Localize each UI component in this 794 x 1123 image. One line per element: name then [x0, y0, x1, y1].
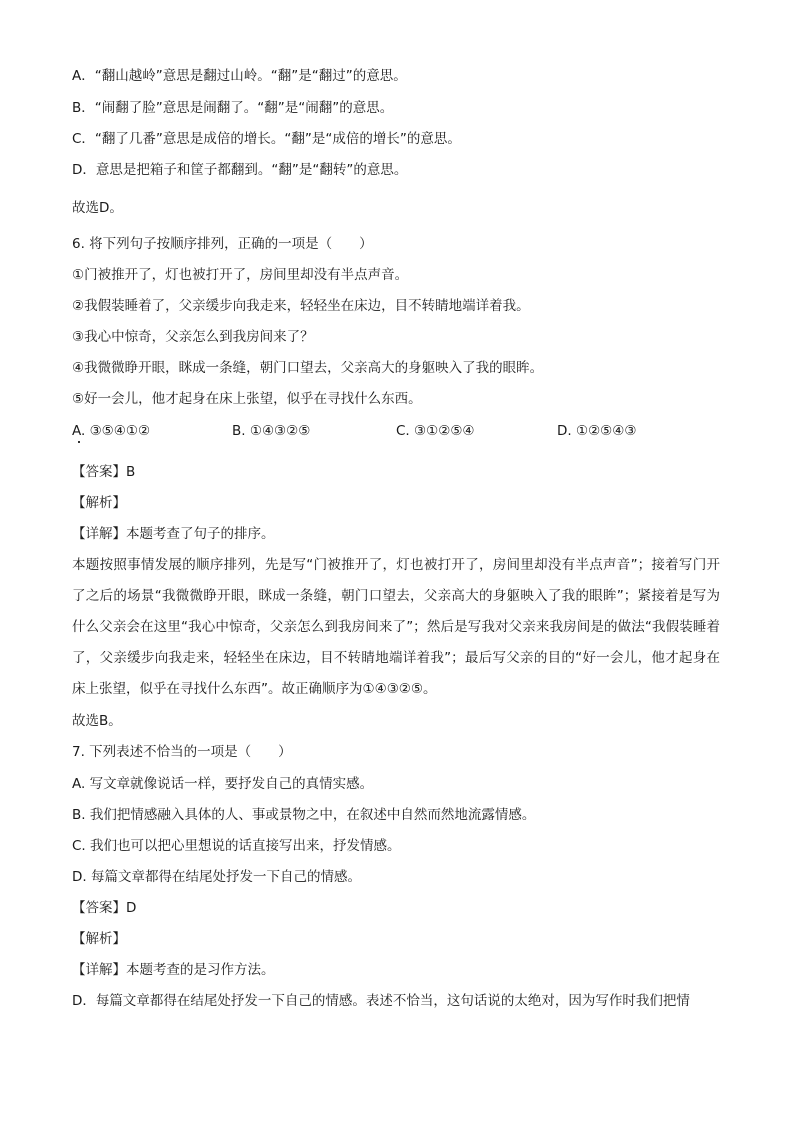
q5-option-d: D．意思是把箱子和筐子都翻到。“翻”是“翻转”的意思。 [72, 162, 408, 178]
q6-option-b: B. ①④③②⑤ [232, 423, 311, 439]
q5-option-b: B．“闹翻了脸”意思是闹翻了。“翻”是“闹翻”的意思。 [72, 100, 394, 116]
q7-stem: 7. 下列表述不恰当的一项是（ ） [72, 744, 292, 760]
q7-answer: 【答案】D [72, 900, 137, 916]
q5-conclusion: 故选D。 [72, 200, 123, 216]
q6-option-d: D. ①②⑤④③ [557, 423, 637, 439]
q6-stem: 6. 将下列句子按顺序排列，正确的一项是（ ） [72, 236, 373, 252]
q7-explanation-start: D．每篇文章都得在结尾处抒发一下自己的情感。表述不恰当，这句话说的太绝对，因为写作时我们把情 [72, 993, 690, 1009]
q6-conclusion: 故选B。 [72, 713, 122, 729]
q6-answer: 【答案】B [72, 464, 136, 480]
q6-sentence-5: ⑤好一会儿，他才起身在床上张望，似乎在寻找什么东西。 [72, 391, 422, 407]
q5-option-a: A．“翻山越岭”意思是翻过山岭。“翻”是“翻过”的意思。 [72, 68, 407, 84]
q6-sentence-4: ④我微微睁开眼，眯成一条缝，朝门口望去，父亲高大的身躯映入了我的眼眸。 [72, 360, 544, 376]
q6-sentence-3: ③我心中惊奇，父亲怎么到我房间来了？ [72, 329, 314, 345]
q7-option-c: C. 我们也可以把心里想说的话直接写出来，抒发情感。 [72, 838, 401, 854]
q7-detail: 【详解】本题考查的是习作方法。 [72, 962, 275, 978]
q6-sentence-1: ①门被推开了，灯也被打开了，房间里却没有半点声音。 [72, 267, 409, 283]
q7-option-b: B. 我们把情感融入具体的人、事或景物之中，在叙述中自然而然地流露情感。 [72, 807, 536, 823]
q6-explanation: 本题按照事情发展的顺序排列，先是写“门被推开了，灯也被打开了，房间里却没有半点声音”；接着写门开了之后的场景“我微微睁开眼，眯成一条缝，朝门口望去，父亲高大的身躯映入了我的眼眸”；紧接着是写为什么父亲会在这里“我心中惊奇，父亲怎么到我房间来了”；然后是写我对父亲来我房间是的做法“我假装睡着了，父亲缓步向我走来，轻轻坐在床边，目不转睛地端详着我”；最后写父亲的目的“好一会儿，他才起身在床上张望，似乎在寻找什么东西”。故正确顺序为①④③②⑤。 [72, 557, 720, 697]
q7-analysis-label: 【解析】 [72, 931, 126, 947]
q7-option-d: D. 每篇文章都得在结尾处抒发一下自己的情感。 [72, 869, 361, 885]
q6-option-c: C. ③①②⑤④ [396, 423, 475, 439]
stray-dot [78, 441, 80, 443]
q6-sentence-2: ②我假装睡着了，父亲缓步向我走来，轻轻坐在床边，目不转睛地端详着我。 [72, 298, 530, 314]
q7-option-a: A. 写文章就像说话一样，要抒发自己的真情实感。 [72, 776, 374, 792]
q6-detail: 【详解】本题考查了句子的排序。 [72, 526, 275, 542]
q5-option-c: C．“翻了几番”意思是成倍的增长。“翻”是“成倍的增长”的意思。 [72, 131, 461, 147]
q6-analysis-label: 【解析】 [72, 495, 126, 511]
q6-option-a: A. ③⑤④①② [72, 423, 151, 439]
